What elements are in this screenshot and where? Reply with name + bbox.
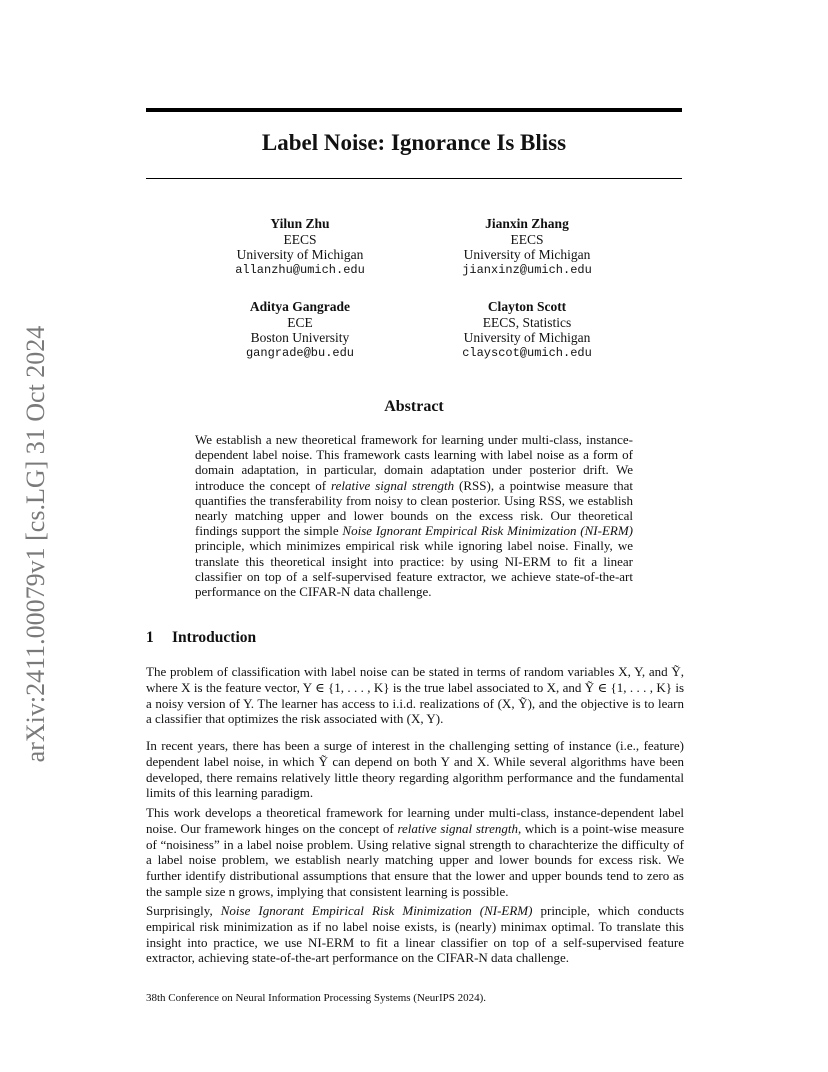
section-heading — [146, 629, 256, 647]
author-affiliation: Boston University — [250, 330, 350, 345]
abstract-body: We establish a new theoretical framework for learning under multi-class, instance-dependent label noise. This framework casts learning with label noise as a form of domain adaptation, in particular, domain adaptation under posterior drift. We introduce the concept of relative signal strength (RSS), a pointwise measure that quantifies the transferability from noisy to clean posterior. Using RSS, we establish nearly matching upper and lower bounds on the excess risk. Our theoretical findings support the simple Noise Ignorant Empirical Risk Minimization (NI-ERM) principle, which minimizes empirical risk while ignoring label noise. Finally, we translate this theoretical insight into practice: by using NI-ERM to fit a linear classifier on top of a self-supervised feature extractor, we achieve state-of-the-art performance on the CIFAR-N data challenge. — [195, 432, 633, 600]
author-email[interactable]: allanzhu@umich.edu — [235, 262, 365, 277]
author-block — [190, 216, 410, 278]
emphasis: Noise Ignorant Empirical Risk Minimization (NI-ERM) — [342, 523, 633, 539]
author-affiliation: University of Michigan — [463, 247, 591, 262]
section-number: 1 — [146, 629, 154, 646]
intro-paragraph: In recent years, there has been a surge of interest in the challenging setting of instance (i.e., feature) dependent label noise, in which Ỹ can depend on both Y and X. While several algorithms have been developed, there remains relatively little theory regarding algorithm performance and the fundamental limits of this learning paradigm. — [146, 738, 684, 801]
author-dept: ECE — [287, 314, 313, 330]
conference-footnote: 38th Conference on Neural Information Processing Systems (NeurIPS 2024). — [146, 992, 487, 1004]
author-name: Aditya Gangrade — [249, 299, 351, 314]
title-bottom-rule — [146, 178, 682, 179]
title-top-rule — [146, 108, 682, 112]
emphasis: Noise Ignorant Empirical Risk Minimization (NI-ERM) — [220, 903, 533, 918]
intro-paragraph: The problem of classification with label noise can be stated in terms of random variables X, Y, and Ỹ, where X is the feature vector, Y ∈ {1, . . . , K} is the true label associated to X, and Ỹ ∈ {1, . . . , K} is a noisy version of Y. The learner has access to i.i.d. realizations of (X, Ỹ), and the objective is to learn a classifier that optimizes the risk associated with (X, Y). — [146, 664, 684, 727]
emphasis: relative signal strength — [397, 820, 518, 836]
author-dept: EECS, Statistics — [482, 314, 572, 330]
intro-paragraph: Surprisingly, Noise Ignorant Empirical Risk Minimization (NI-ERM) principle, which conducts empirical risk minimization as if no label noise exists, is (nearly) minimax optimal. To translate this insight into practice, we use NI-ERM to fit a linear classifier on top of a self-supervised feature extractor, achieving state-of-the-art performance on the CIFAR-N data challenge. — [146, 903, 684, 966]
section-title: Introduction — [172, 629, 257, 646]
author-email[interactable]: jianxinz@umich.edu — [462, 262, 592, 277]
author-block — [190, 299, 410, 361]
author-email[interactable]: clayscot@umich.edu — [462, 345, 592, 360]
author-name: Jianxin Zhang — [485, 216, 569, 231]
intro-paragraph: This work develops a theoretical framework for learning under multi-class, instance-dependent label noise. Our framework hinges on the concept of relative signal strength, which is a point-wise measure of “noisiness” in a label noise problem. Using relative signal strength to charachterize the difficulty of a label noise problem, we establish nearly matching upper and lower bounds for excess risk. We further identify distributional assumptions that ensure that the lower and upper bounds tend to zero as the sample size n grows, implying that consistent learning is possible. — [146, 805, 685, 899]
author-dept: EECS — [510, 231, 544, 247]
author-block — [417, 216, 637, 278]
author-name: Yilun Zhu — [270, 216, 330, 231]
author-name: Clayton Scott — [487, 299, 567, 314]
author-dept: EECS — [283, 231, 317, 247]
emphasis: relative signal strength — [331, 477, 455, 493]
abstract-heading: Abstract — [384, 398, 444, 415]
author-affiliation: University of Michigan — [236, 247, 364, 262]
paper-title: Label Noise: Ignorance Is Bliss — [261, 130, 567, 155]
author-block — [417, 299, 637, 361]
author-affiliation: University of Michigan — [463, 330, 591, 345]
author-email[interactable]: gangrade@bu.edu — [245, 345, 355, 360]
arxiv-identifier: arXiv:2411.00079v1 [cs.LG] 31 Oct 2024 — [21, 325, 50, 763]
